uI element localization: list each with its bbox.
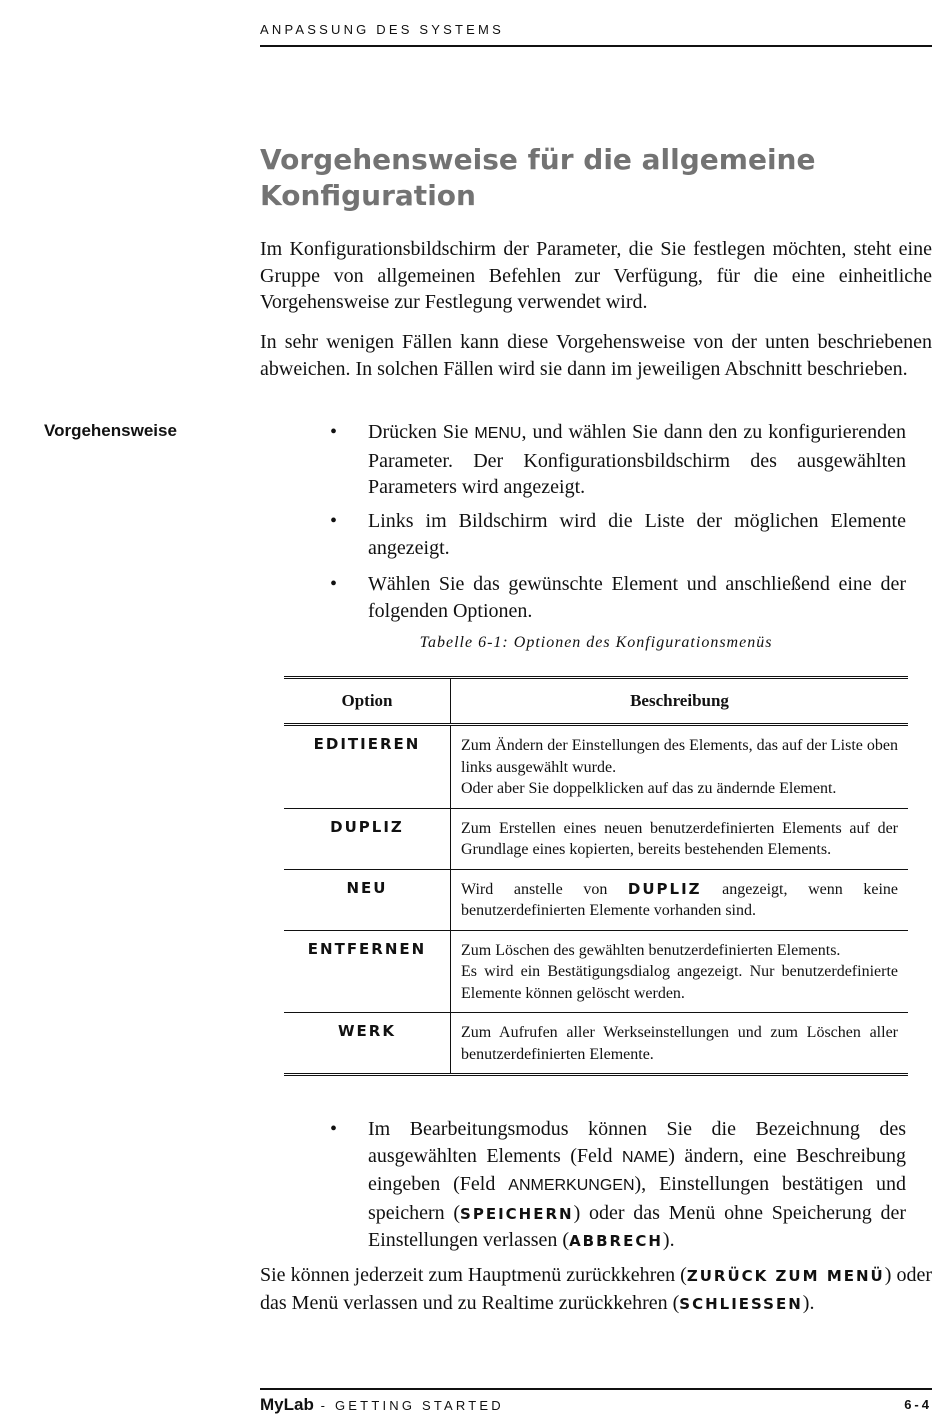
- bullet-icon: •: [330, 1118, 338, 1140]
- menu-key-label: MENU: [474, 425, 522, 442]
- step-4-text: Im Bearbeitungsmodus können Sie die Bezeichnung des ausgewählten Elements (Feld NAME) ändern, eine Beschreibung eingeben (Feld ANMERKUNGEN), Einstellungen bestätigen und speichern (SPEICHERN) oder das Menü ohne Speicherung der Einstellungen verlassen (ABBRECH).: [368, 1118, 906, 1251]
- bullet-icon: •: [330, 421, 338, 443]
- description-cell: Zum Aufrufen aller Werkseinstellungen und zum Löschen aller benutzerdefinierten Elemente.: [451, 1013, 909, 1074]
- options-table: [284, 676, 908, 1076]
- column-header-description: Beschreibung: [451, 679, 909, 725]
- description-cell: Zum Löschen des gewählten benutzerdefinierten Elements. Es wird ein Bestätigungsdialog angezeigt. Nur benutzerdefinierte Elemente können gelöscht werden.: [451, 930, 909, 1013]
- step-4: [330, 1116, 906, 1255]
- page-footer: [260, 1388, 932, 1417]
- option-entfernen: ENTFERNEN: [284, 930, 451, 1013]
- table-row: [284, 725, 908, 809]
- option-editieren: EDITIEREN: [284, 725, 451, 809]
- description-cell: Wird anstelle von DUPLIZ angezeigt, wenn keine benutzerdefinierten Elemente vorhanden sind.: [451, 869, 909, 930]
- footer-brand: MyLab: [260, 1395, 314, 1414]
- page-number: 6-4: [904, 1397, 932, 1412]
- table-row: [284, 1013, 908, 1074]
- step-3: [330, 571, 906, 624]
- running-header: ANPASSUNG DES SYSTEMS: [260, 22, 932, 47]
- name-field-label: NAME: [621, 1148, 669, 1166]
- side-label-procedure: Vorgehensweise: [44, 421, 177, 440]
- table-row: [284, 869, 908, 930]
- option-werk: WERK: [284, 1013, 451, 1074]
- footer-subtitle: - GETTING STARTED: [313, 1398, 504, 1413]
- closing-paragraph: Sie können jederzeit zum Hauptmenü zurückkehren (ZURÜCK ZUM MENÜ) oder das Menü verlassen und zu Realtime zurückkehren (SCHLIESSEN).: [260, 1264, 932, 1314]
- table-row: [284, 930, 908, 1013]
- description-cell: Zum Erstellen eines neuen benutzerdefinierten Elements auf der Grundlage eines kopierten, bereits bestehenden Elements.: [451, 808, 909, 869]
- column-header-option: Option: [284, 679, 451, 725]
- dupliz-keyword: DUPLIZ: [627, 879, 702, 898]
- cancel-keyword: ABBRECH: [569, 1232, 663, 1250]
- table-header-row: [284, 679, 908, 725]
- bullet-icon: •: [330, 510, 338, 532]
- step-1-text: Drücken Sie MENU, und wählen Sie dann den zu konfigurierenden Parameter. Der Konfigurationsbildschirm des ausgewählten Parameters wird angezeigt.: [368, 421, 906, 498]
- close-keyword: SCHLIESSEN: [679, 1294, 803, 1313]
- section-title: Vorgehensweise für die allgemeine Konfiguration: [260, 143, 816, 212]
- description-cell: Zum Ändern der Einstellungen des Elements, das auf der Liste oben links ausgewählt wurde. Oder aber Sie doppelklicken auf das zu ändernde Element.: [461, 737, 898, 797]
- option-dupliz: DUPLIZ: [284, 808, 451, 869]
- intro-paragraph-2: In sehr wenigen Fällen kann diese Vorgehensweise von der unten beschriebenen abweichen. In solchen Fällen wird sie dann im jeweiligen Abschnitt beschrieben.: [260, 331, 932, 380]
- bullet-icon: •: [330, 573, 338, 595]
- table-row: [284, 808, 908, 869]
- step-2-text: Links im Bildschirm wird die Liste der möglichen Elemente angezeigt.: [368, 510, 906, 559]
- step-3-text: Wählen Sie das gewünschte Element und anschließend eine der folgenden Optionen.: [368, 573, 906, 622]
- step-2: [330, 508, 906, 561]
- notes-field-label: ANMERKUNGEN: [508, 1177, 635, 1194]
- option-neu: NEU: [284, 869, 451, 930]
- save-keyword: SPEICHERN: [460, 1204, 574, 1223]
- step-1: [330, 419, 906, 501]
- table-caption: Tabelle 6-1: Optionen des Konfigurationsmenüs: [419, 634, 773, 651]
- back-to-menu-keyword: ZURÜCK ZUM MENÜ: [686, 1267, 885, 1285]
- intro-paragraph-1: Im Konfigurationsbildschirm der Parameter, die Sie festlegen möchten, steht eine Gruppe von allgemeinen Befehlen zur Verfügung, für die eine einheitliche Vorgehensweise zur Festlegung verwendet wird.: [260, 238, 932, 313]
